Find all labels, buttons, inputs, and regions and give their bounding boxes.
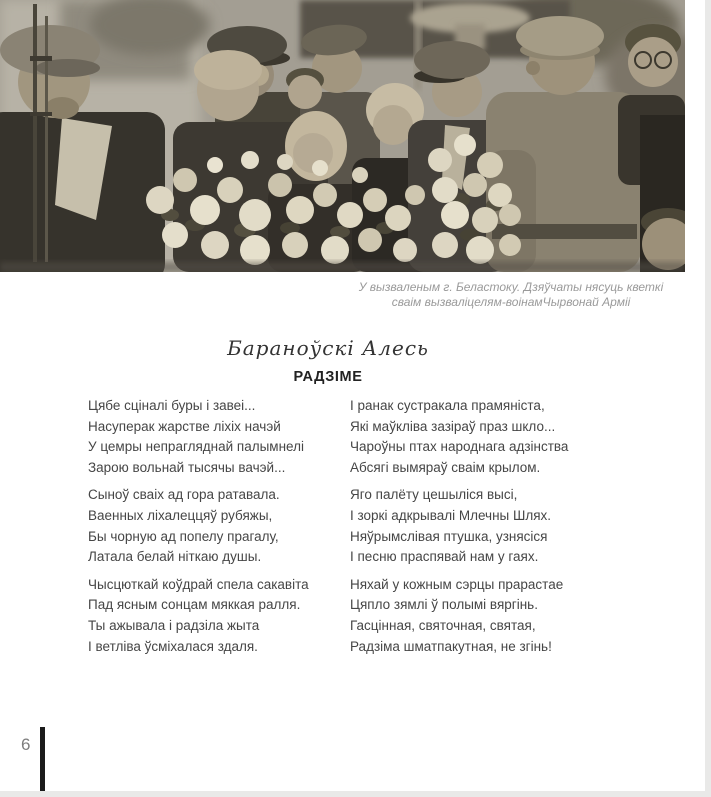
- footer-divider-bar: [40, 727, 45, 791]
- poem-stanza: [350, 396, 568, 478]
- poem-line: Цябе сціналі буры і завеі...: [88, 398, 256, 413]
- poem-line: Які маўкліва зазіраў праз шкло...: [350, 418, 556, 434]
- photo-caption-line-1: У вызваленым г. Беластоку. Дзяўчаты нясуць кветкі: [358, 280, 664, 294]
- poem-line: І ветліва ўсміхалася здаля.: [88, 638, 258, 654]
- poem-line: Гасцінная, святочная, святая,: [350, 617, 536, 633]
- poem-line: Бы чорную ад попелу прагалу,: [88, 528, 279, 544]
- poem-line: Цяпло зямлі ў полымі вяргінь.: [350, 597, 538, 613]
- poem-line: Няўрымслівая птушка, узнясіся: [350, 528, 548, 544]
- poem-line: Сыноў сваіх ад гора ратавала.: [88, 487, 280, 503]
- poem-line: Пад ясным сонцам мяккая ралля.: [88, 597, 301, 613]
- poem-line: Абсягі вымяраў сваім крылом.: [350, 459, 541, 475]
- poem-line: І песню праспявай нам у гаях.: [350, 549, 539, 565]
- poem-line: Чароўны птах народнага адзінства: [350, 439, 569, 455]
- photo-caption: [346, 280, 676, 310]
- poem-line: Яго палёту цешыліся высі,: [350, 487, 518, 503]
- photo-illustration: [0, 0, 685, 272]
- poem-stanza: [350, 485, 568, 567]
- poem-title: РАДЗІМЕ: [293, 369, 363, 385]
- poem-line: У цемры непрагляднай палымнелі: [88, 439, 304, 455]
- poem-stanza: [88, 575, 309, 657]
- poem-column-right: [350, 396, 568, 664]
- poem-stanza: [350, 575, 568, 657]
- photo-caption-line-2: сваім вызваліцелям-воінамЧырвонай Арміі: [391, 295, 631, 309]
- poem-line: Зарою вольнай тысячы вачэй...: [88, 459, 286, 475]
- page-number: 6: [21, 735, 31, 754]
- poem-line: Ты ажывала і радзіла жыта: [88, 617, 260, 633]
- poem-line: Чысцюткай коўдрай спела сакавіта: [88, 576, 309, 592]
- poem-line: Няхай у кожным сэрцы прарастае: [350, 576, 564, 592]
- poem-stanza: [88, 396, 309, 478]
- poem-line: Радзіма шматпакутная, не згінь!: [350, 638, 552, 654]
- poem-line: Насуперак жарстве ліхіх начэй: [88, 418, 281, 434]
- poem-line: І ранак сустракала прамяніста,: [350, 398, 545, 413]
- photo: [0, 0, 685, 272]
- poem-column-left: [88, 396, 309, 664]
- poem-stanza: [88, 485, 309, 567]
- poem-line: І зоркі адкрывалі Млечны Шлях.: [350, 507, 552, 523]
- poem-line: Ваенных ліхалеццяў рубяжы,: [88, 507, 273, 523]
- author-name: Бараноўскі Алесь: [227, 336, 429, 360]
- poem-line: Латала белай ніткаю душы.: [88, 549, 262, 565]
